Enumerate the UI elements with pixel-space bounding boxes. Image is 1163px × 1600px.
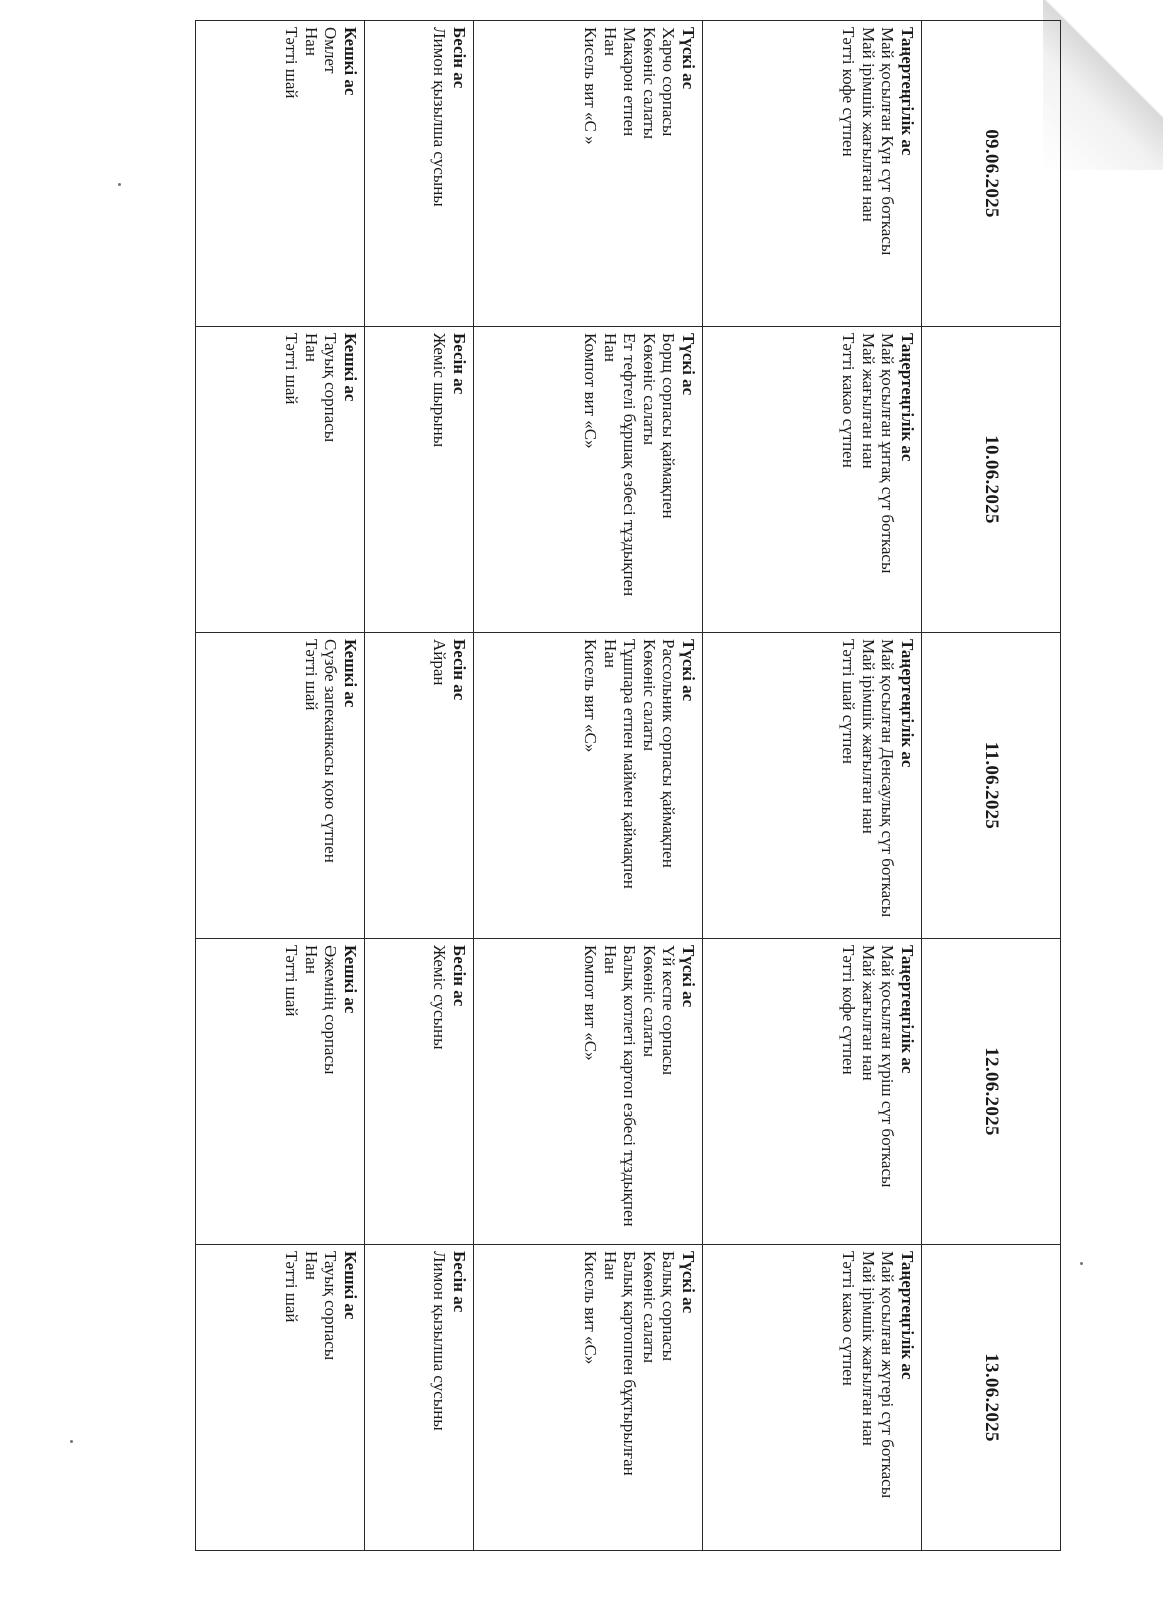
dish-item: Лимон қызылша сусыны: [430, 1251, 450, 1431]
scan-speck: [70, 1440, 73, 1443]
dish-item: Нан: [601, 639, 620, 668]
dish-item: Тұшпара етпен маймен қаймақпен: [620, 639, 640, 889]
snack-row: [365, 21, 474, 1551]
day-date: 11.06.2025: [980, 741, 1002, 830]
lunch-cell: [474, 327, 703, 633]
dish-item: Май қосылған жүгері сүт боткасы: [878, 1251, 898, 1499]
breakfast-cell: [703, 1245, 922, 1551]
dish-item: Тауық сорпасы: [321, 1251, 341, 1361]
meal-title: Таңертеңгілік ас: [898, 1251, 917, 1380]
date-cell: [922, 21, 1061, 327]
dish-item: Әжемнің сорпасы: [321, 945, 341, 1075]
lunch-row: [474, 21, 703, 1551]
breakfast-row: [703, 21, 922, 1551]
day-date: 10.06.2025: [980, 435, 1002, 524]
dinner-cell: [196, 327, 365, 633]
dish-item: Май жағылған нан: [859, 333, 878, 469]
meal-title: Кешкі ас: [341, 945, 360, 1014]
date-row: [922, 21, 1061, 1551]
snack-cell: [365, 21, 474, 327]
dish-item: Харчо сорпасы: [659, 27, 679, 137]
dish-item: Май ірімшік жағылған нан: [859, 1251, 878, 1446]
meal-title: Түскі ас: [679, 1251, 698, 1314]
snack-cell: [365, 939, 474, 1245]
date-cell: [922, 1245, 1061, 1551]
snack-cell: [365, 1245, 474, 1551]
meal-title: Бесін ас: [450, 639, 469, 701]
dinner-row: [196, 21, 365, 1551]
date-cell: [922, 939, 1061, 1245]
meal-title: Бесін ас: [450, 27, 469, 89]
meal-title: Бесін ас: [450, 1251, 469, 1313]
meal-title: Кешкі ас: [341, 1251, 360, 1320]
meal-title: Таңертеңгілік ас: [898, 945, 917, 1074]
dish-item: Ет тефтелі бұршақ езбесі тұздықпен: [620, 333, 640, 597]
dish-item: Көкөніс салаты: [640, 1251, 659, 1364]
meal-title: Түскі ас: [679, 27, 698, 90]
dish-item: Тәтті шай: [282, 945, 302, 1017]
meal-title: Бесін ас: [450, 333, 469, 395]
dish-item: Компот вит «С»: [581, 333, 601, 449]
dinner-cell: [196, 939, 365, 1245]
dish-item: Көкөніс салаты: [640, 945, 659, 1058]
day-date: 12.06.2025: [980, 1047, 1002, 1136]
meal-title: Түскі ас: [679, 333, 698, 396]
menu-sheet: [226, 20, 1061, 1550]
snack-cell: [365, 327, 474, 633]
dish-item: Жеміс сусыны: [430, 945, 450, 1050]
dish-item: Жеміс шырыны: [430, 333, 450, 448]
meal-title: Таңертеңгілік ас: [898, 639, 917, 768]
meal-title: Кешкі ас: [341, 639, 360, 708]
dish-item: Тәтті шай: [282, 333, 302, 405]
meal-title: Таңертеңгілік ас: [898, 333, 917, 462]
breakfast-cell: [703, 939, 922, 1245]
dish-item: Май қосылған күріш сүт боткасы: [878, 945, 898, 1188]
dish-item: Тәтті шай: [302, 639, 321, 711]
dish-item: Үй кеспе сорпасы: [659, 945, 679, 1076]
dish-item: Май ірімшік жағылған нан: [859, 27, 878, 222]
dish-item: Нан: [302, 333, 321, 362]
snack-cell: [365, 633, 474, 939]
dish-item: Нан: [601, 27, 620, 56]
dish-item: Кисель вит «С»: [581, 639, 601, 753]
lunch-cell: [474, 633, 703, 939]
dish-item: Нан: [302, 1251, 321, 1280]
dish-item: Кисель вит «С »: [581, 27, 601, 145]
breakfast-cell: [703, 21, 922, 327]
scan-speck: [1080, 1262, 1083, 1265]
page-curl: [1043, 0, 1163, 170]
dish-item: Нан: [601, 1251, 620, 1280]
meal-title: Түскі ас: [679, 639, 698, 702]
dish-item: Борщ сорпасы қаймақпен: [659, 333, 679, 519]
dish-item: Тәтті кофе сүтпен: [839, 27, 859, 157]
dinner-cell: [196, 633, 365, 939]
dish-item: Көкөніс салаты: [640, 27, 659, 140]
dish-item: Нан: [302, 945, 321, 974]
lunch-cell: [474, 1245, 703, 1551]
dish-item: Балық котлеті картоп езбесі тұздықпен: [620, 945, 640, 1227]
dish-item: Сүзбе запеканкасы қою сүтпен: [321, 639, 341, 863]
dinner-cell: [196, 1245, 365, 1551]
scan-speck: [118, 183, 121, 186]
date-cell: [922, 633, 1061, 939]
date-cell: [922, 327, 1061, 633]
meal-title: Таңертеңгілік ас: [898, 27, 917, 156]
dish-item: Май қосылған Күн сүт боткасы: [878, 27, 898, 256]
dish-item: Рассольник сорпасы қаймақпен: [659, 639, 679, 868]
dish-item: Май қосылған Денсаулық сүт боткасы: [878, 639, 898, 918]
dish-item: Балық сорпасы: [659, 1251, 679, 1362]
dish-item: Компот вит «С»: [581, 945, 601, 1061]
dish-item: Тәтті кофе сүтпен: [839, 945, 859, 1075]
dish-item: Нан: [601, 333, 620, 362]
dish-item: Нан: [302, 27, 321, 56]
lunch-cell: [474, 21, 703, 327]
dish-item: Балық картоппен бұқтырылған: [620, 1251, 640, 1476]
dish-item: Май ірімшік жағылған нан: [859, 639, 878, 834]
dish-item: Нан: [601, 945, 620, 974]
dish-item: Май қосылған ұнтақ сүт боткасы: [878, 333, 898, 574]
dish-item: Лимон қызылша сусыны: [430, 27, 450, 207]
dish-item: Айран: [430, 639, 450, 686]
dish-item: Тәтті шай: [282, 27, 302, 99]
dish-item: Макарон етпен: [620, 27, 640, 137]
dish-item: Май жағылған нан: [859, 945, 878, 1081]
meal-title: Бесін ас: [450, 945, 469, 1007]
dish-item: Кисель вит «С»: [581, 1251, 601, 1365]
dish-item: Тәтті шай сүтпен: [839, 639, 859, 764]
dish-item: Көкөніс салаты: [640, 639, 659, 752]
meal-title: Түскі ас: [679, 945, 698, 1008]
meal-title: Кешкі ас: [341, 27, 360, 96]
breakfast-cell: [703, 327, 922, 633]
dish-item: Тәтті шай: [282, 1251, 302, 1323]
day-date: 09.06.2025: [980, 129, 1002, 218]
dish-item: Тауық сорпасы: [321, 333, 341, 443]
dish-item: Тәтті какао сүтпен: [839, 333, 859, 468]
meal-title: Кешкі ас: [341, 333, 360, 402]
day-date: 13.06.2025: [980, 1353, 1002, 1442]
dish-item: Көкөніс салаты: [640, 333, 659, 446]
dish-item: Тәтті какао сүтпен: [839, 1251, 859, 1386]
menu-table: [195, 20, 1061, 1551]
dish-item: Омлет: [321, 27, 341, 74]
lunch-cell: [474, 939, 703, 1245]
breakfast-cell: [703, 633, 922, 939]
dinner-cell: [196, 21, 365, 327]
